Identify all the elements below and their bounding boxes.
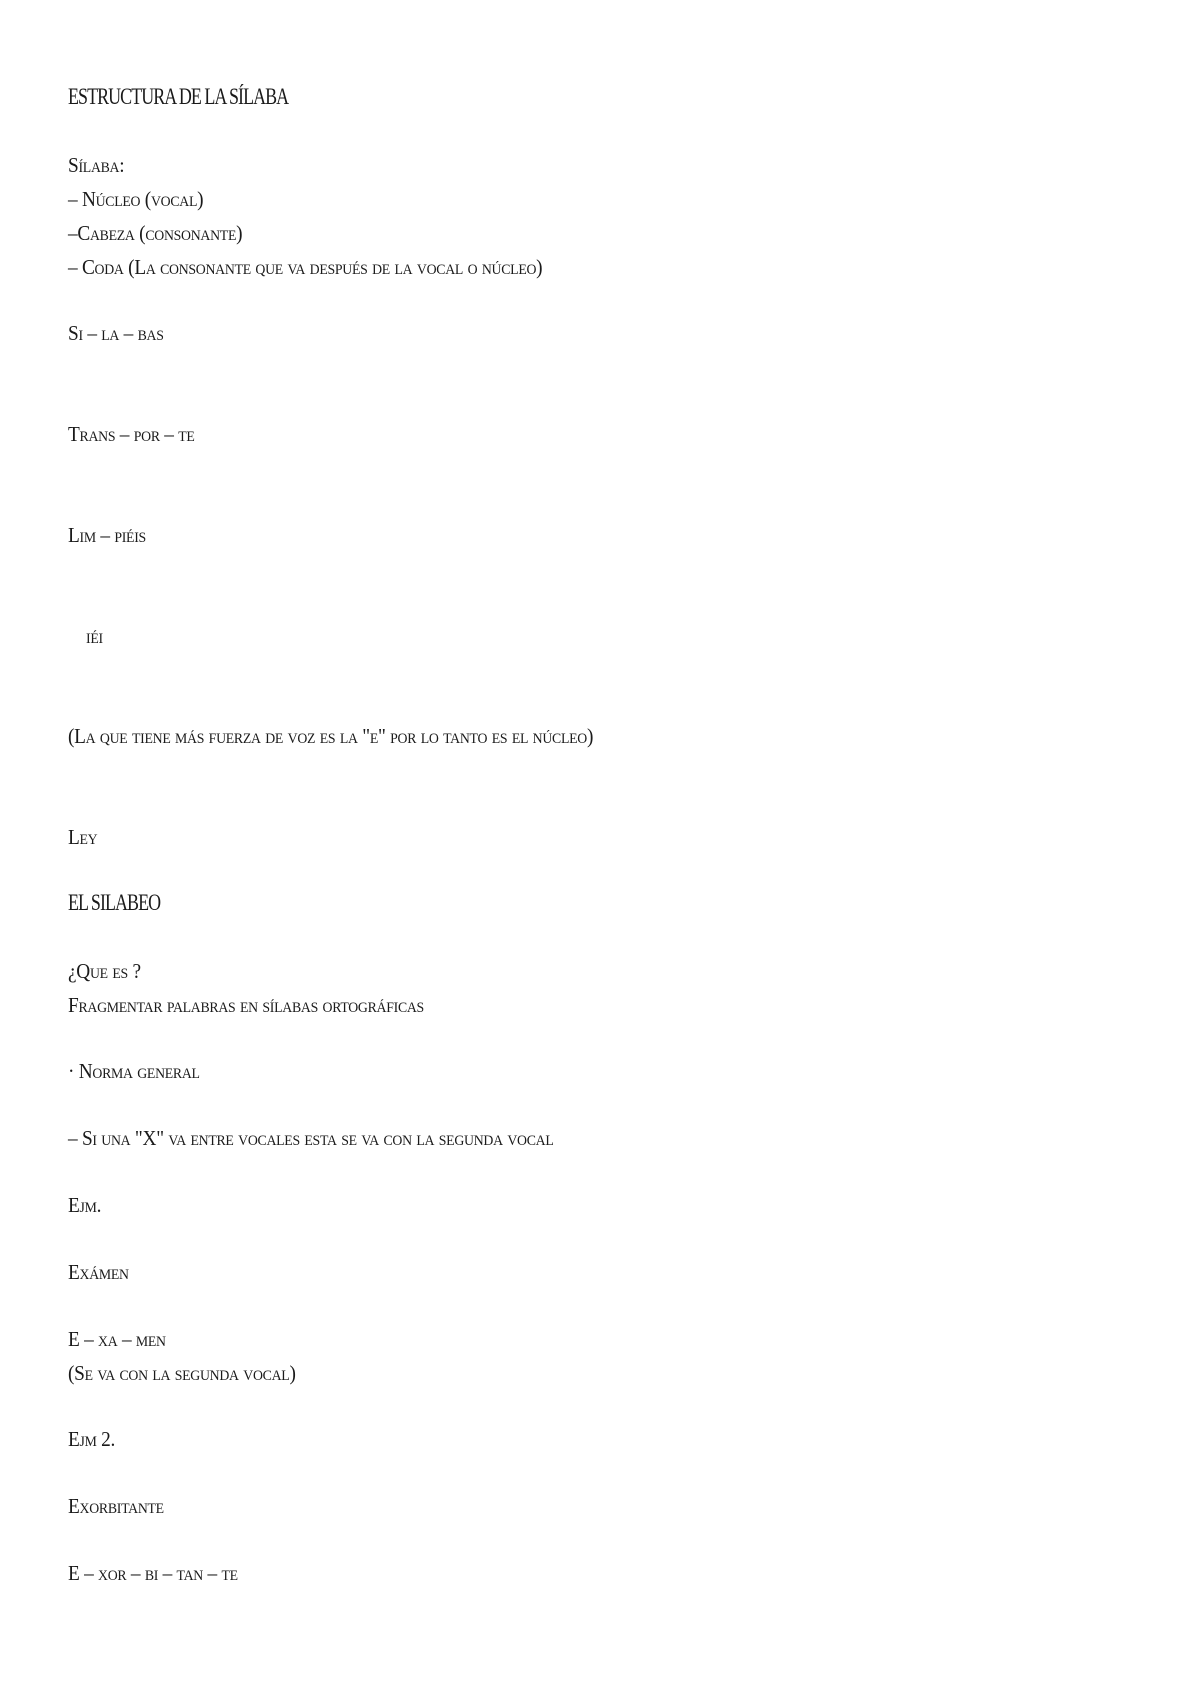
document-title: ESTRUCTURA DE LA SÍLABA — [68, 84, 289, 109]
note-segunda-vocal: (Se va con la segunda vocal) — [68, 1361, 296, 1385]
question-text: ¿Que es ? — [68, 959, 141, 983]
split-exorbitante: E – xor – bi – tan – te — [68, 1561, 238, 1585]
vowel-cluster: iéi — [86, 624, 103, 648]
example-silabas: Si – la – bas — [68, 321, 164, 345]
example-label-2: Ejm 2. — [68, 1427, 116, 1451]
ley-label: Ley — [68, 825, 98, 849]
norma-general: · Norma general — [68, 1059, 200, 1083]
coda-item: – Coda (La consonante que va después de la vocal o núcleo) — [68, 255, 543, 279]
word-exorbitante: Exorbitante — [68, 1494, 164, 1518]
section-title-silabeo: EL SILABEO — [68, 890, 161, 915]
split-examen: E – xa – men — [68, 1327, 166, 1351]
answer-text: Fragmentar palabras en sílabas ortográficas — [68, 993, 424, 1017]
silaba-label: Sílaba: — [68, 153, 125, 177]
example-limpieis: Lim – piéis — [68, 523, 146, 547]
word-examen: Exámen — [68, 1260, 129, 1284]
note-fuerza: (La que tiene más fuerza de voz es la "e" por lo tanto es el núcleo) — [68, 724, 594, 748]
example-label-1: Ejm. — [68, 1193, 102, 1217]
rule-x: – Si una "X" va entre vocales esta se va con la segunda vocal — [68, 1126, 554, 1150]
nucleo-item: – Núcleo (vocal) — [68, 187, 204, 211]
cabeza-item: –Cabeza (consonante) — [68, 221, 243, 245]
example-transporte: Trans – por – te — [68, 422, 195, 446]
